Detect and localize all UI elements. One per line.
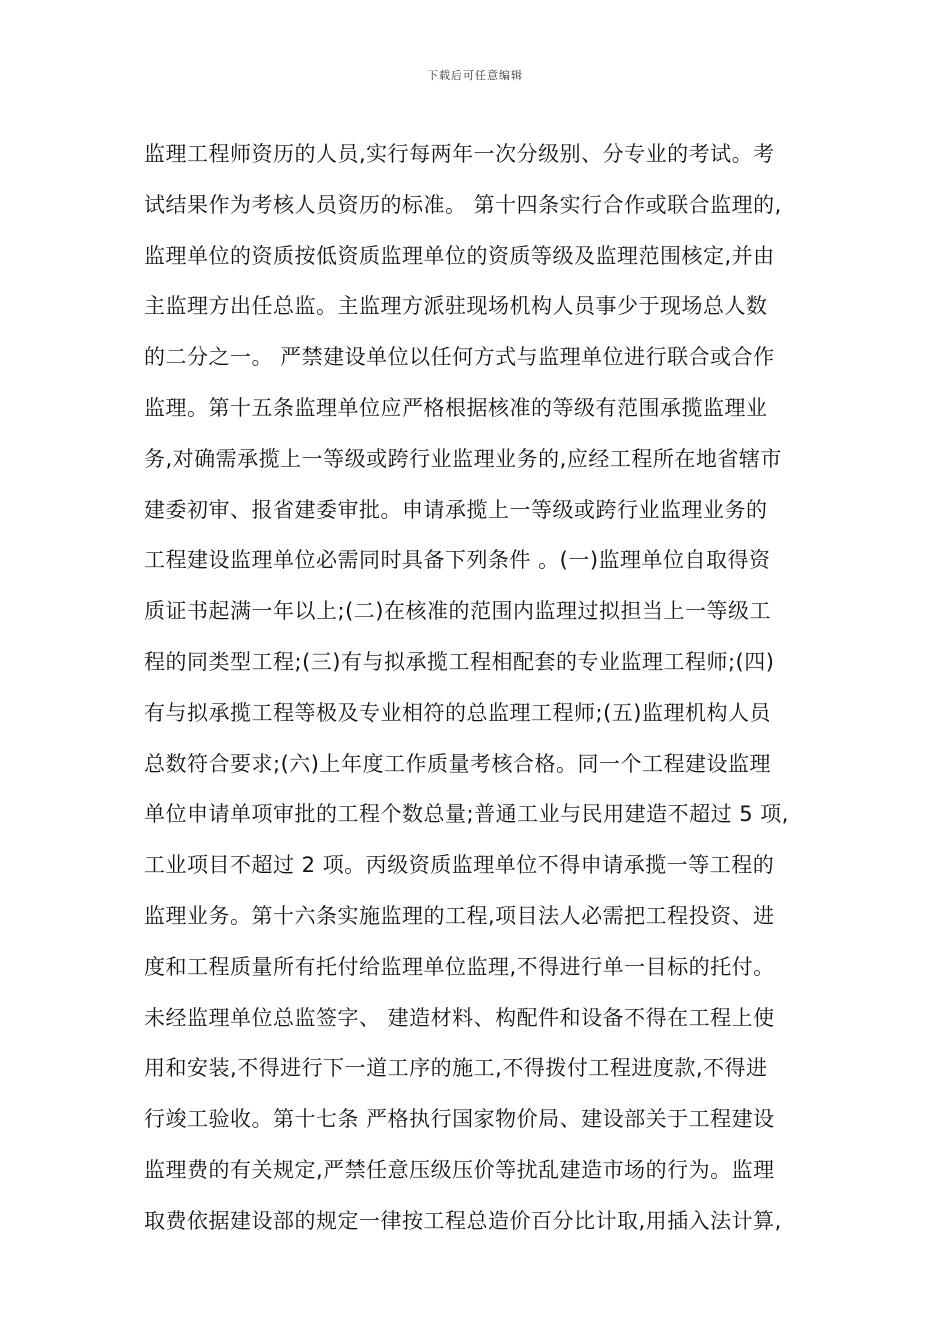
text-line: 工业项目不超过 2 项。丙级资质监理单位不得申请承揽一等工程的 [144,853,775,878]
text-line: 的二分之一。 严禁建设单位以任何方式与监理单位进行联合或合作 [144,345,775,370]
text-line: 试结果作为考核人员资历的标准。 第十四条实行合作或联合监理的, [144,192,782,217]
text-line: 有与拟承揽工程等极及专业相符的总监理工程师;(五)监理机构人员 [144,700,771,725]
text-line: 监理业务。第十六条实施监理的工程,项目法人必需把工程投资、进 [144,903,775,928]
text-line: 单位申请单项审批的工程个数总量;普通工业与民用建造不超过 5 项, [144,802,789,827]
text-line: 质证书起满一年以上;(二)在核准的范围内监理过拟担当上一等级工 [144,599,771,624]
document-body [144,129,814,1247]
text-line: 工程建设监理单位必需同时具备下列条件 。(一)监理单位自取得资 [144,548,771,573]
text-line: 建委初审、报省建委审批。申请承揽上一等级或跨行业监理业务的 [144,497,768,522]
text-line: 用和安装,不得进行下一道工序的施工,不得拨付工程进度款,不得进 [144,1056,768,1081]
text-line: 取费依据建设部的规定一律按工程总造价百分比计取,用插入法计算, [144,1208,782,1233]
text-line: 程的同类型工程;(三)有与拟承揽工程相配套的专业监理工程师;(四) [144,649,775,674]
text-line: 度和工程质量所有托付给监理单位监理,不得进行单一目标的托付。 [144,954,775,979]
text-line: 务,对确需承揽上一等级或跨行业监理业务的,应经工程所在地省辖市 [144,446,782,471]
page-header: 下载后可任意编辑 [427,69,523,82]
text-line: 监理费的有关规定,严禁任意压级压价等扰乱建造市场的行为。监理 [144,1157,775,1182]
text-line: 主监理方出任总监。主监理方派驻现场机构人员事少于现场总人数 [144,294,768,319]
text-line: 总数符合要求;(六)上年度工作质量考核合格。同一个工程建设监理 [144,751,771,776]
text-line: 未经监理单位总监签字、 建造材料、构配件和设备不得在工程上使 [144,1005,775,1030]
text-line: 行竣工验收。第十七条 严格执行国家物价局、建设部关于工程建设 [144,1107,775,1132]
text-line: 监理工程师资历的人员,实行每两年一次分级别、分专业的考试。考 [144,142,775,166]
text-line: 监理单位的资质按低资质监理单位的资质等级及监理范围核定,并由 [144,243,775,268]
text-line: 监理。第十五条监理单位应严格根据核准的等级有范围承揽监理业 [144,395,768,420]
